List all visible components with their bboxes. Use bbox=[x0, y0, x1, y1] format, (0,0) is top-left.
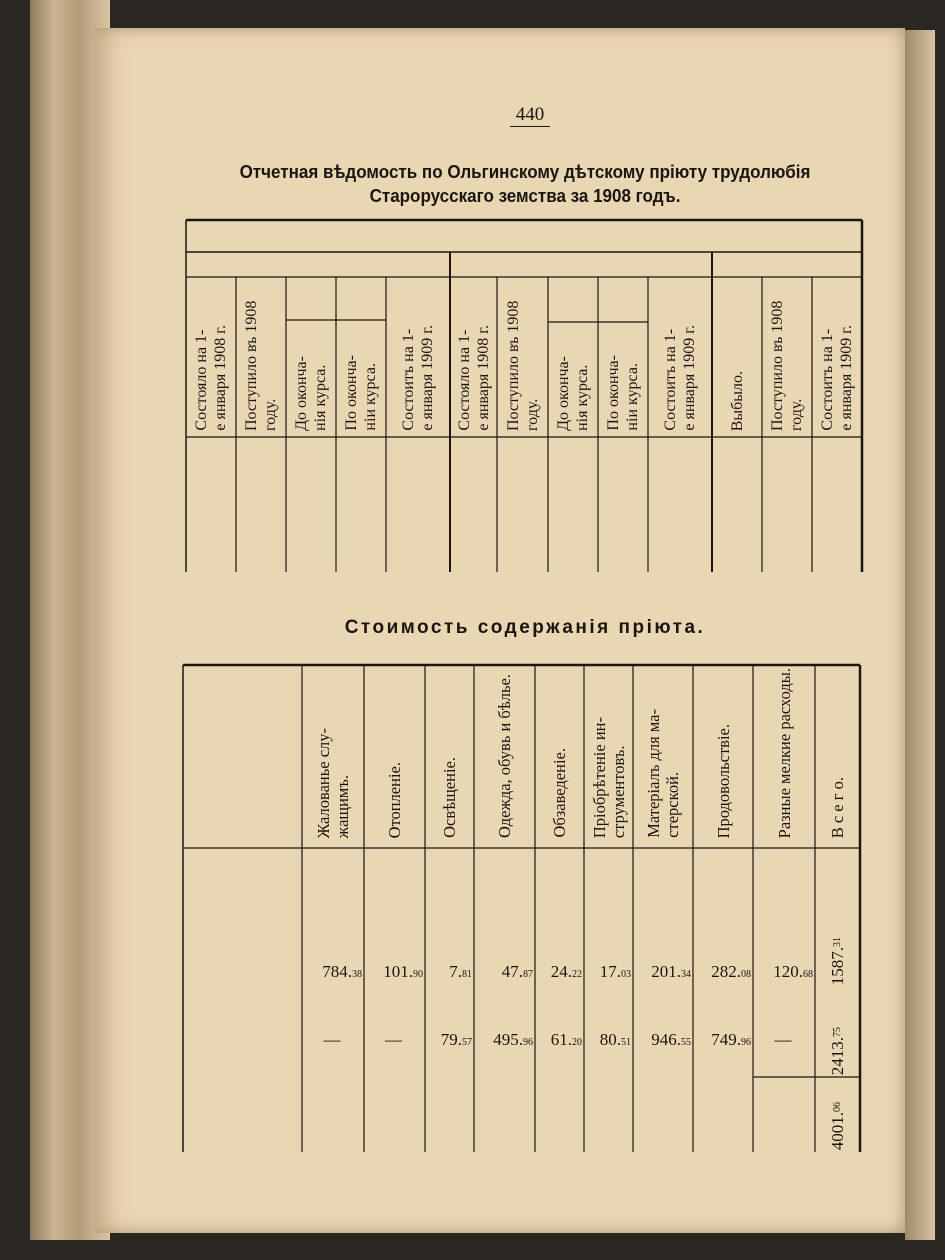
amount-int: 7. bbox=[449, 962, 462, 981]
cost-cell-value bbox=[425, 1030, 474, 1050]
column-header bbox=[584, 665, 633, 848]
amount-frac: 51 bbox=[621, 1037, 631, 1048]
column-header-text: Поступило въ 1908 году. bbox=[504, 300, 541, 431]
column-header bbox=[474, 665, 535, 848]
amount-frac: 87 bbox=[523, 969, 533, 980]
cost-cell-value bbox=[753, 1030, 815, 1050]
column-header-text: Состоитъ на 1- е января 1909 г. bbox=[400, 325, 436, 431]
cost-cell-value bbox=[693, 1030, 753, 1050]
amount-int: 24. bbox=[550, 962, 572, 981]
column-header-text: Отопленiе. bbox=[385, 761, 404, 838]
column-header bbox=[425, 665, 474, 848]
amount-frac: 34 bbox=[681, 969, 691, 980]
column-header-text: Поступило въ 1908 году. bbox=[243, 300, 279, 431]
amount-int: 120. bbox=[773, 962, 803, 981]
amount-frac: 03 bbox=[621, 969, 631, 980]
amount-int: 749. bbox=[711, 1030, 741, 1049]
amount-frac: 31 bbox=[832, 936, 843, 947]
column-header bbox=[535, 665, 584, 848]
page-number: 440 bbox=[510, 104, 550, 127]
amount-int: 201. bbox=[651, 962, 681, 981]
cost-cell-value bbox=[364, 962, 425, 982]
cost-cell-value bbox=[584, 962, 633, 982]
grand-total-value bbox=[815, 1050, 860, 1150]
amount-frac: 57 bbox=[462, 1037, 472, 1048]
cost-cell-value bbox=[425, 962, 474, 982]
column-header-text: Состояло на 1- е января 1908 г. bbox=[455, 325, 492, 431]
column-header bbox=[693, 665, 753, 848]
report-title: Отчетная вѣдомость по Ольгинскому дѣтскому прiюту трудолюбiя Старорусскаго земства за 1908 годъ. bbox=[239, 161, 811, 206]
cost-cell-value bbox=[633, 1030, 693, 1050]
amount-int: 47. bbox=[501, 962, 523, 981]
amount-int: 495. bbox=[493, 1030, 523, 1049]
cost-cell-value bbox=[474, 962, 535, 982]
amount-int: 1587. bbox=[828, 946, 847, 985]
amount-frac: 90 bbox=[413, 969, 423, 980]
column-header-text: Обзаведенiе. bbox=[550, 748, 569, 838]
cost-cell-value bbox=[535, 1030, 584, 1050]
amount-frac: 75 bbox=[832, 1026, 843, 1037]
column-header-text: По оконча- нiи курса. bbox=[343, 355, 379, 431]
amount-frac: 96 bbox=[741, 1037, 751, 1048]
amount-frac: 55 bbox=[681, 1037, 691, 1048]
column-header-text: Прiобрѣтенiе ин- струментовъ. bbox=[589, 716, 628, 838]
column-header-text: Поступило въ 1908 году. bbox=[769, 300, 805, 431]
total-cell-value bbox=[815, 885, 860, 985]
amount-frac: 96 bbox=[523, 1037, 533, 1048]
column-header-text: Жалованье слу- жащимъ. bbox=[314, 727, 352, 838]
amount-frac: 20 bbox=[572, 1037, 582, 1048]
column-header-text: По оконча- нiи курса. bbox=[605, 355, 641, 431]
cost-cell-value bbox=[535, 962, 584, 982]
column-header bbox=[302, 665, 364, 848]
amount-frac: 81 bbox=[462, 969, 472, 980]
column-header-text: Продовольствiе. bbox=[713, 723, 733, 838]
cost-cell-value bbox=[364, 1030, 425, 1050]
column-header-text: Состоитъ на 1- е января 1909 г. bbox=[662, 325, 698, 431]
column-header-text: До оконча- нiя курса. bbox=[293, 356, 329, 431]
amount-int: 61. bbox=[550, 1030, 572, 1049]
amount-int: 80. bbox=[599, 1030, 621, 1049]
amount-int: 79. bbox=[440, 1030, 462, 1049]
amount-int: — bbox=[385, 1030, 402, 1049]
cost-cell-value bbox=[302, 1030, 364, 1050]
vertical-amount bbox=[828, 1102, 847, 1150]
amount-int: 17. bbox=[599, 962, 621, 981]
column-header-text: Выбыло. bbox=[728, 370, 746, 431]
amount-int: 2413. bbox=[828, 1036, 847, 1075]
column-header-text: В с е г о. bbox=[828, 776, 847, 838]
amount-frac: 68 bbox=[803, 969, 813, 980]
column-header-text: Состоитъ на 1- е января 1909 г. bbox=[819, 325, 855, 431]
amount-frac: 06 bbox=[832, 1101, 843, 1112]
amount-int: 784. bbox=[322, 962, 352, 981]
amount-frac: 38 bbox=[352, 969, 362, 980]
column-header bbox=[815, 665, 860, 848]
amount-frac: 22 bbox=[572, 969, 582, 980]
amount-int: 4001. bbox=[828, 1111, 847, 1150]
table-costs-title: Стоимость содержанiя прiюта. bbox=[344, 617, 706, 638]
column-header bbox=[753, 665, 815, 848]
column-header-text: Одежда, обувь и бѣлье. bbox=[495, 673, 514, 838]
cost-cell-value bbox=[584, 1030, 633, 1050]
cost-cell-value bbox=[693, 962, 753, 982]
column-header-text: Освѣщенiе. bbox=[440, 757, 459, 838]
amount-int: — bbox=[323, 1030, 341, 1049]
amount-int: 946. bbox=[651, 1030, 681, 1049]
amount-int: 282. bbox=[711, 962, 741, 981]
cost-cell-value bbox=[633, 962, 693, 982]
amount-int: — bbox=[774, 1030, 792, 1049]
column-header-text: До оконча- нiя курса. bbox=[555, 356, 591, 431]
amount-frac: 08 bbox=[741, 969, 751, 980]
column-header-text: Разные мелкие расходы. bbox=[774, 667, 794, 838]
column-header-text: Состояло на 1- е января 1908 г. bbox=[193, 325, 229, 431]
cost-cell-value bbox=[474, 1030, 535, 1050]
column-header bbox=[364, 665, 425, 848]
cost-cell-value bbox=[753, 962, 815, 982]
column-header bbox=[633, 665, 693, 848]
column-header-text: Матерiалъ для ма- стерской. bbox=[644, 709, 682, 838]
amount-int: 101. bbox=[383, 962, 413, 981]
cost-cell-value bbox=[302, 962, 364, 982]
